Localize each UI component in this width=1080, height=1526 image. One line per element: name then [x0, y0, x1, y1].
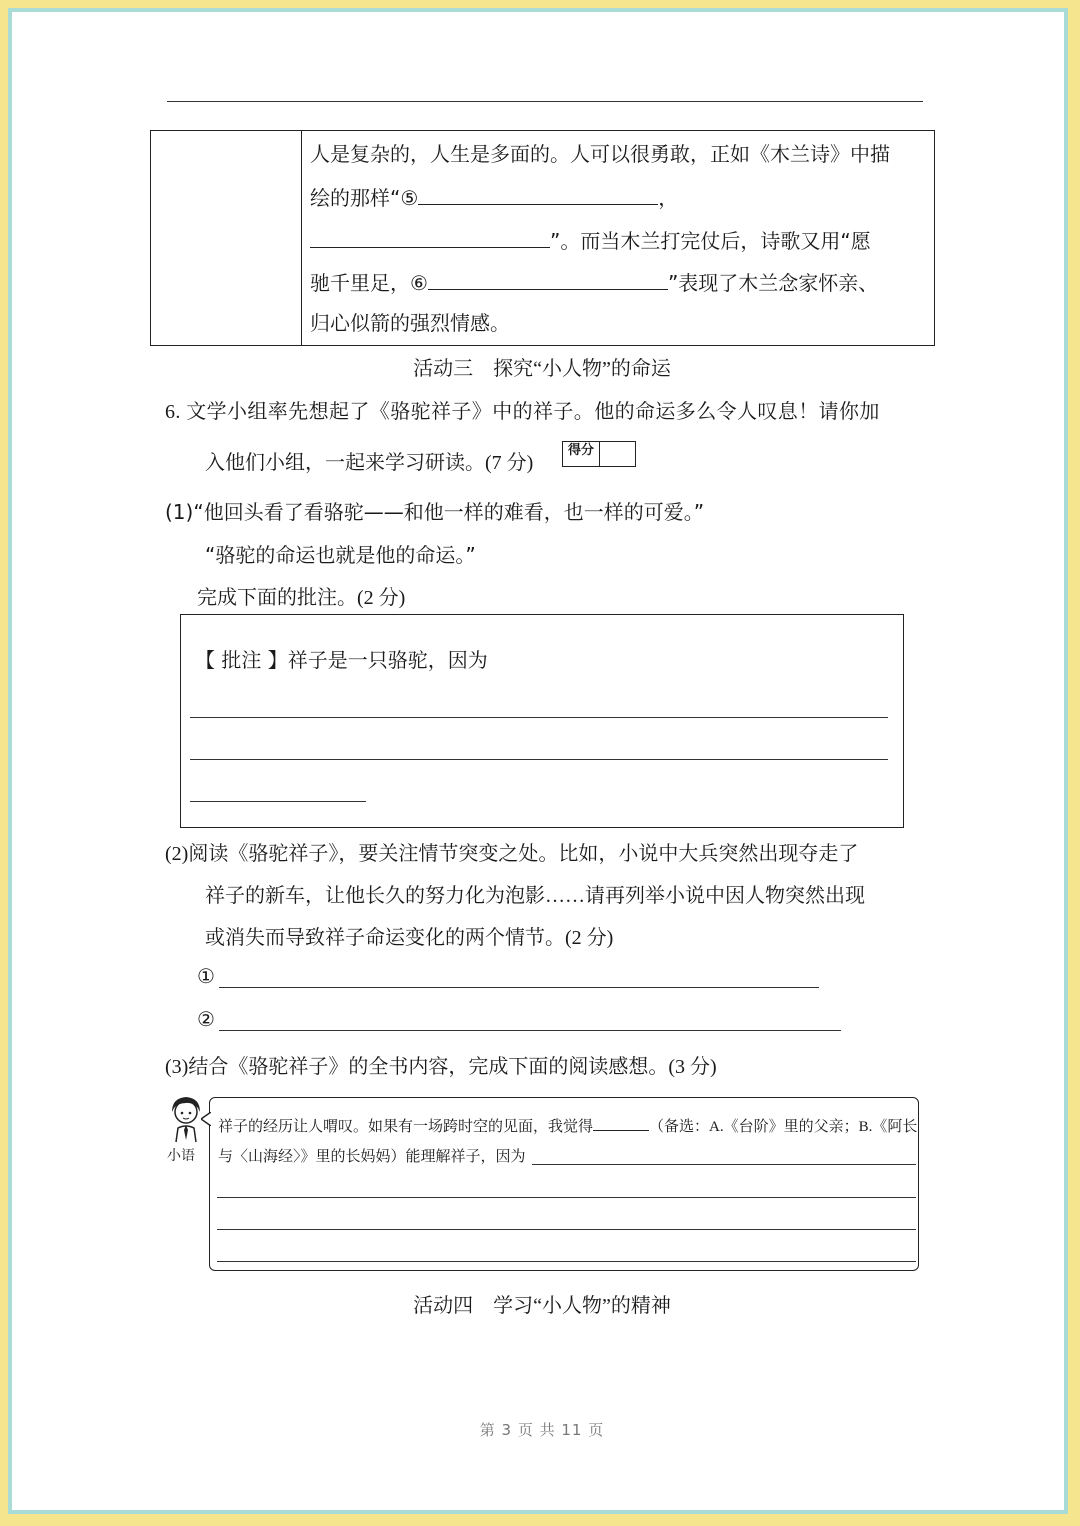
annotation-text: 【 批注 】祥子是一只骆驼，因为 [195, 648, 488, 672]
q6-1-quote-1: (1)“他回头看了看骆驼——和他一样的难看，也一样的可爱。” [165, 500, 705, 524]
reflection-choice-blank[interactable] [593, 1112, 649, 1131]
page [8, 8, 1068, 1514]
header-rule [167, 101, 923, 102]
reflection-line-2-blank[interactable] [532, 1164, 916, 1165]
avatar-label: 小语 [167, 1148, 195, 1164]
blank-5-cont[interactable] [310, 223, 550, 248]
reflection-line-1 [218, 1112, 917, 1136]
score-box[interactable] [562, 441, 636, 467]
blank-5[interactable] [418, 180, 658, 205]
table-line-2-suffix: ， [658, 186, 679, 210]
reflection-answer-line-3[interactable] [217, 1261, 916, 1262]
student-avatar-icon [166, 1094, 206, 1144]
page-footer: 第 3 页 共 11 页 [479, 1421, 605, 1439]
score-label: 得分 [563, 442, 600, 466]
q6-2-line-2: 祥子的新车，让他长久的努力化为泡影……请再列举小说中因人物突然出现 [205, 885, 865, 907]
q6-line-2 [205, 446, 533, 475]
q6-2-line-answer-2[interactable] [219, 1030, 841, 1031]
table-left-cell [301, 131, 302, 345]
table-line-3-suffix: ”。而当木兰打完仗后，诗歌又用“愿 [550, 229, 871, 253]
q6-1-quote-2: “骆驼的命运也就是他的命运。” [205, 543, 476, 567]
q6-2-line-1: (2)阅读《骆驼祥子》，要关注情节突变之处。比如，小说中大兵突然出现夺走了 [165, 843, 859, 865]
q6-1-instruction: 完成下面的批注。(2 分) [197, 587, 406, 609]
table-line-2 [310, 180, 678, 211]
annotation-line-2[interactable] [190, 759, 888, 760]
q6-2-item-1: ① [197, 966, 215, 988]
reflection-line-1-a: 祥子的经历让人喟叹。如果有一场跨时空的见面，我觉得 [218, 1119, 594, 1135]
q6-2-line-answer-1[interactable] [219, 987, 819, 988]
annotation-line-1[interactable] [190, 717, 888, 718]
q6-line-2-text: 入他们小组，一起来学习研读。(7 分) [205, 452, 534, 474]
table-line-3 [310, 223, 871, 254]
table-line-4-suffix: ”表现了木兰念家怀亲、 [667, 271, 879, 295]
q6-3-line-1: (3)结合《骆驼祥子》的全书内容，完成下面的阅读感想。(3 分) [165, 1056, 717, 1078]
speech-pointer-icon [201, 1112, 211, 1126]
table-line-1: 人是复杂的，人生是多面的。人可以很勇敢，正如《木兰诗》中描 [310, 142, 890, 166]
activity3-title: 活动三 探究“小人物”的命运 [413, 358, 671, 380]
table-line-5: 归心似箭的强烈情感。 [310, 311, 510, 335]
table-line-2-prefix: 绘的那样“⑤ [310, 186, 419, 210]
activity4-title: 活动四 学习“小人物”的精神 [413, 1295, 671, 1317]
reflection-line-2: 与〈山海经〉》里的长妈妈）能理解祥子，因为 [218, 1149, 526, 1165]
annotation-line-3[interactable] [190, 801, 366, 802]
table-line-4-prefix: 驰千里足，⑥ [310, 271, 428, 295]
reflection-answer-line-1[interactable] [217, 1197, 916, 1198]
q6-line-1: 6. 文学小组率先想起了《骆驼祥子》中的祥子。他的命运多么令人叹息！请你加 [165, 401, 880, 423]
reflection-answer-line-2[interactable] [217, 1229, 916, 1230]
q6-2-line-3: 或消失而导致祥子命运变化的两个情节。(2 分) [205, 927, 614, 949]
blank-6[interactable] [428, 265, 668, 290]
table-line-4 [310, 265, 878, 296]
q6-2-item-2: ② [197, 1009, 215, 1031]
reflection-line-1-b: （备选：A.《台阶》里的父亲；B.《阿长 [649, 1119, 918, 1135]
